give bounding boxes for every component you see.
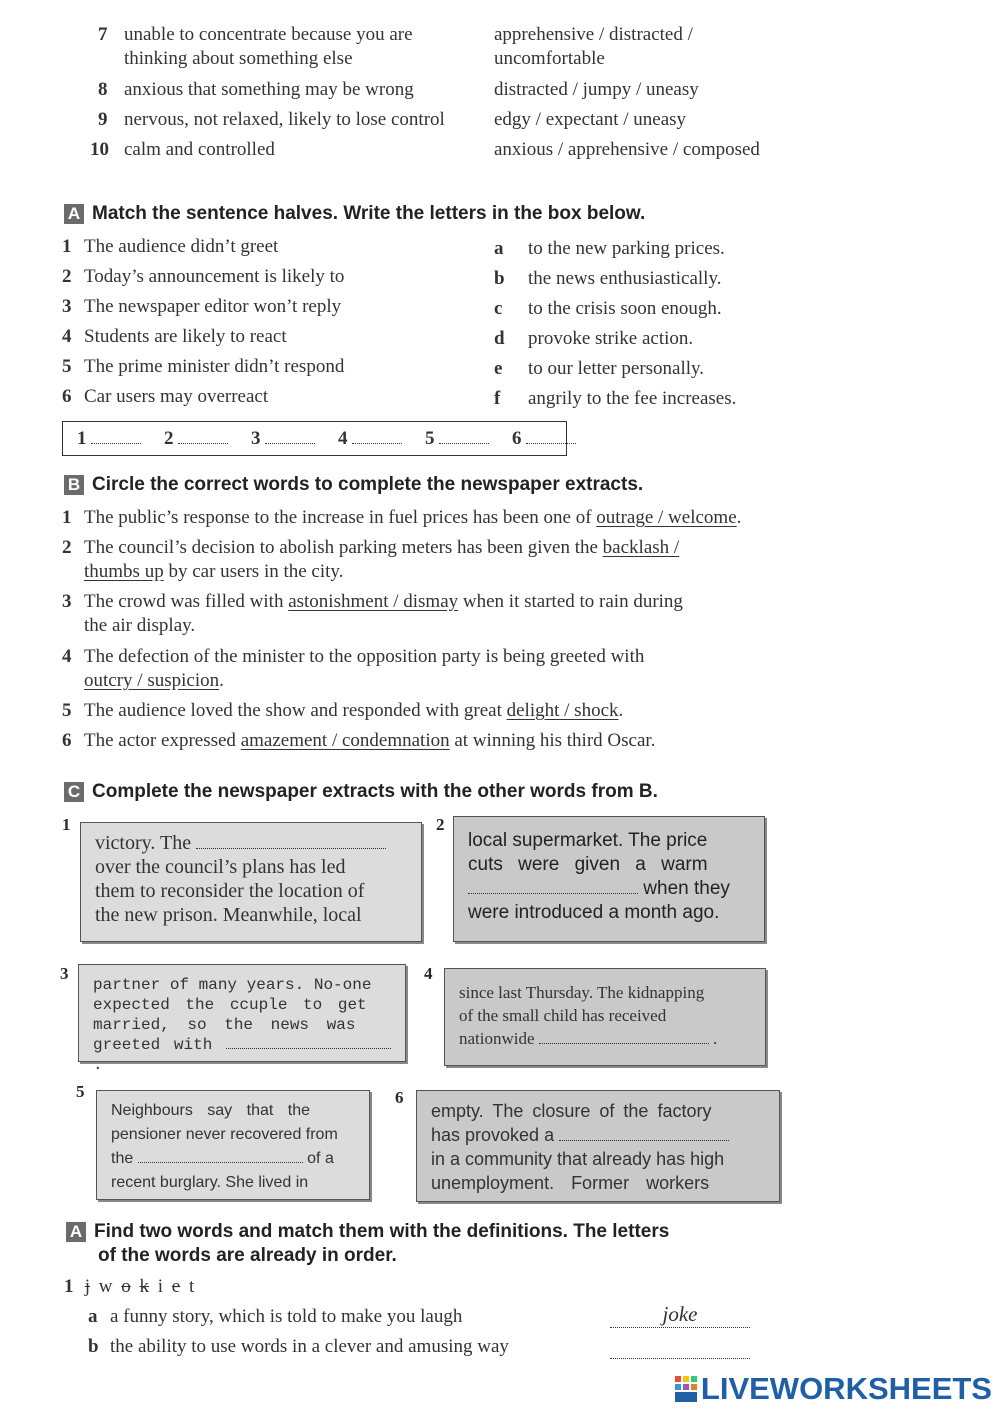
- item-number: 8: [98, 79, 108, 100]
- item-number: 9: [98, 109, 108, 130]
- answer-field[interactable]: [610, 1302, 750, 1328]
- section-c-heading: [64, 781, 658, 803]
- choice[interactable]: outrage / welcome: [596, 507, 737, 528]
- list-item: 3 The crowd was filled with astonishment / dismay when it started to rain during the air display.: [62, 591, 683, 636]
- section-title: Circle the correct words to complete the newspaper extracts.: [92, 474, 644, 495]
- choice[interactable]: delight / shock: [506, 700, 619, 721]
- list-item: b the news enthusiastically.: [494, 268, 722, 289]
- answer-blank-3[interactable]: [265, 443, 315, 444]
- letter-crossed[interactable]: j: [84, 1276, 91, 1297]
- letter-crossed[interactable]: e: [171, 1276, 181, 1297]
- answer-field[interactable]: [610, 1342, 750, 1359]
- letter[interactable]: t: [188, 1276, 195, 1297]
- list-item: 5 The prime minister didn’t respond: [62, 356, 345, 377]
- list-item: b the ability to use words in a clever and amusing way: [88, 1336, 768, 1366]
- newspaper-extract-2: local supermarket. The price cuts were given a warm when they were introduced a month ago.: [453, 816, 765, 942]
- list-item: a to the new parking prices.: [494, 238, 725, 259]
- list-item: 4 Students are likely to react: [62, 326, 287, 347]
- newspaper-extract-5: Neighbours say that the pensioner never recovered from the of a recent burglary. She lived in: [96, 1090, 370, 1200]
- extract-number: 4: [424, 964, 433, 983]
- choice[interactable]: outcry / suspicion: [84, 670, 220, 691]
- newspaper-extract-3: partner of many years. No-one expected the ccuple to get married, so the news was greeted with .: [78, 964, 406, 1062]
- list-item: a a funny story, which is told to make you laugh joke: [88, 1306, 768, 1336]
- gap-input[interactable]: [226, 1048, 391, 1049]
- answer-box: 1 2 3 4 5 6: [62, 421, 567, 456]
- top-item-7: [90, 24, 810, 74]
- item-number: 7: [98, 24, 108, 45]
- section-b-heading: [64, 474, 643, 496]
- section-title: Match the sentence halves. Write the letters in the box below.: [92, 203, 646, 224]
- item-number: 10: [90, 139, 109, 160]
- list-item: 2 The council’s decision to abolish parking meters has been given the backlash / thumbs up by car users in the city.: [62, 537, 680, 582]
- choice[interactable]: amazement / condemnation: [240, 730, 450, 751]
- definition: calm and controlled: [124, 139, 275, 160]
- list-item: 1 The public’s response to the increase in fuel prices has been one of outrage / welcome.: [62, 507, 742, 528]
- extract-number: 3: [60, 964, 69, 983]
- definition-cont: thinking about something else: [124, 48, 353, 69]
- options-cont: uncomfortable: [494, 48, 605, 69]
- options: anxious / apprehensive / composed: [494, 139, 760, 160]
- gap-input[interactable]: [138, 1162, 303, 1163]
- gap-input[interactable]: [539, 1043, 709, 1044]
- definition: anxious that something may be wrong: [124, 79, 414, 100]
- logo-icon: [675, 1376, 697, 1402]
- list-item: f angrily to the fee increases.: [494, 388, 737, 409]
- list-item: 6 The actor expressed amazement / condemnation at winning his third Oscar.: [62, 730, 656, 751]
- top-item-9: [90, 109, 810, 139]
- gap-input[interactable]: [468, 893, 638, 894]
- list-item: 5 The audience loved the show and responded with great delight / shock.: [62, 700, 624, 721]
- list-item: 3 The newspaper editor won’t reply: [62, 296, 342, 317]
- liveworksheets-logo: LIVEWORKSHEETS: [675, 1371, 992, 1407]
- letter-puzzle: 1 j w o k i e t: [64, 1276, 195, 1297]
- choice[interactable]: astonishment / dismay: [288, 591, 459, 612]
- newspaper-extract-6: empty. The closure of the factory has provoked a in a community that already has high unemployment. Former workers: [416, 1090, 780, 1202]
- choice[interactable]: backlash /: [602, 537, 680, 558]
- answer-blank-5[interactable]: [439, 443, 489, 444]
- letter[interactable]: w: [98, 1276, 113, 1297]
- list-item: 4 The defection of the minister to the opposition party is being greeted with outcry / suspicion.: [62, 646, 645, 691]
- definition: nervous, not relaxed, likely to lose control: [124, 109, 445, 130]
- section-title: Find two words and match them with the definitions. The letters: [94, 1221, 670, 1242]
- top-item-8: [90, 79, 810, 109]
- list-item: d provoke strike action.: [494, 328, 694, 349]
- gap-input[interactable]: [559, 1140, 729, 1141]
- section-a2-heading: [66, 1220, 669, 1268]
- extract-number: 6: [395, 1088, 404, 1107]
- list-item: c to the crisis soon enough.: [494, 298, 722, 319]
- section-title-cont: of the words are already in order.: [98, 1245, 397, 1266]
- section-title: Complete the newspaper extracts with the other words from B.: [92, 781, 658, 802]
- match-right-column: [494, 238, 794, 418]
- top-list: [90, 24, 810, 164]
- options: edgy / expectant / uneasy: [494, 109, 687, 130]
- letter[interactable]: i: [157, 1276, 164, 1297]
- newspaper-extract-4: since last Thursday. The kidnapping of the small child has received nationwide .: [444, 968, 766, 1066]
- choice-cont[interactable]: thumbs up: [84, 561, 164, 582]
- list-item: e to our letter personally.: [494, 358, 705, 379]
- section-badge: A: [64, 204, 84, 224]
- section-badge: A: [66, 1222, 86, 1242]
- definition: unable to concentrate because you are: [124, 24, 413, 45]
- answer-blank-1[interactable]: [91, 443, 141, 444]
- section-a-heading: [64, 203, 645, 225]
- answer-blank-2[interactable]: [178, 443, 228, 444]
- extract-number: 1: [62, 815, 71, 834]
- handwritten-answer: joke: [662, 1302, 698, 1326]
- letter-crossed[interactable]: o: [121, 1276, 131, 1297]
- options: apprehensive / distracted /: [494, 24, 693, 45]
- list-item: 2 Today’s announcement is likely to: [62, 266, 345, 287]
- definition-list: [88, 1302, 768, 1366]
- answer-blank-4[interactable]: [352, 443, 402, 444]
- answer-blank-6[interactable]: [526, 443, 576, 444]
- extract-number: 5: [76, 1082, 85, 1101]
- extract-number: 2: [436, 815, 445, 834]
- section-badge: C: [64, 782, 84, 802]
- section-badge: B: [64, 475, 84, 495]
- letter-crossed[interactable]: k: [139, 1276, 150, 1297]
- newspaper-extract-1: victory. The over the council’s plans has led them to reconsider the location of the new prison. Meanwhile, local: [80, 822, 422, 942]
- match-left-column: [62, 236, 482, 416]
- list-item: 1 The audience didn’t greet: [62, 236, 279, 257]
- list-item: 6 Car users may overreact: [62, 386, 269, 407]
- gap-input[interactable]: [196, 848, 386, 849]
- options: distracted / jumpy / uneasy: [494, 79, 699, 100]
- top-item-10: [90, 139, 810, 169]
